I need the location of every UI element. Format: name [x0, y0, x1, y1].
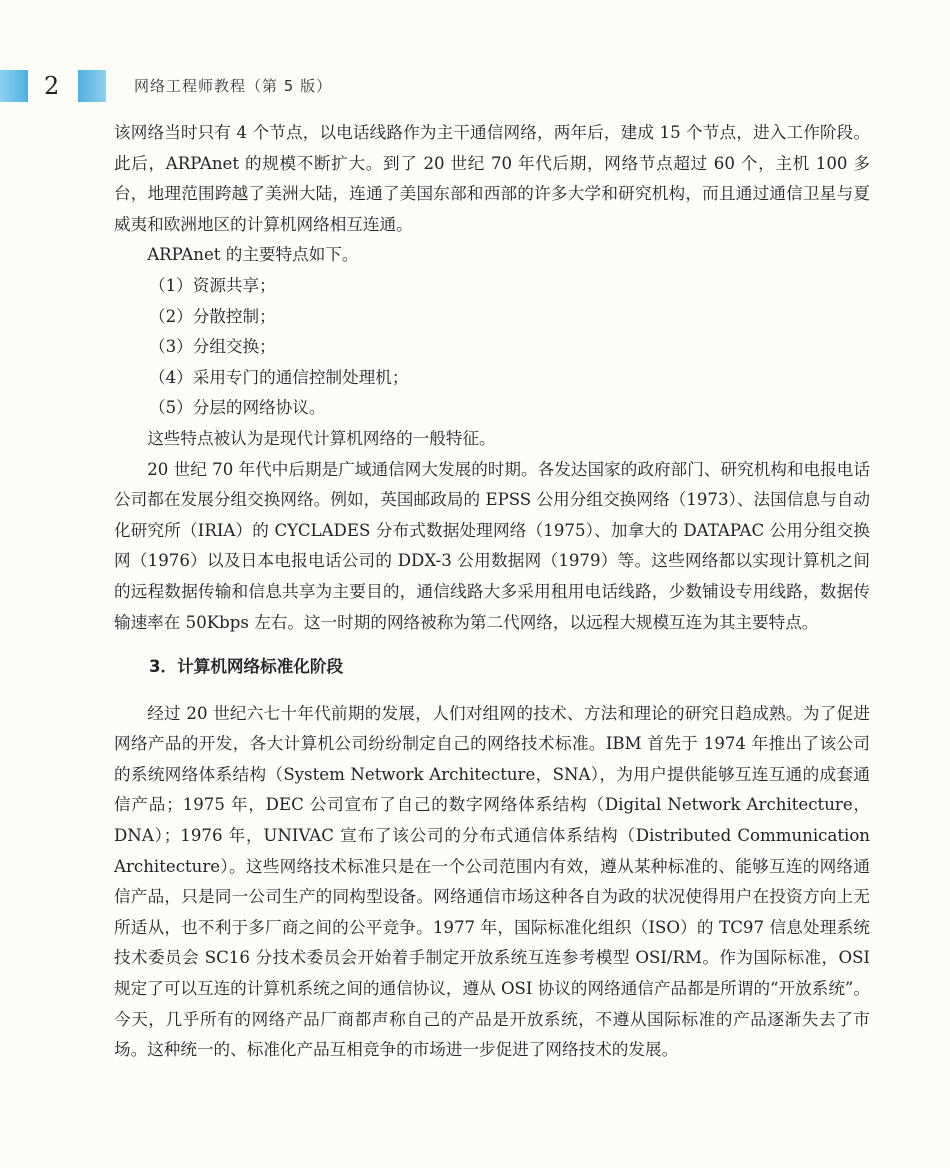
header-tab-right	[78, 70, 106, 102]
header-tab-left	[0, 70, 28, 102]
paragraph-standardization: 经过 20 世纪六七十年代前期的发展，人们对组网的技术、方法和理论的研究日趋成熟。为了促进网络产品的开发，各大计算机公司纷纷制定自己的网络技术标准。IBM 首先于 1974 年推出了该公司的系统网络体系结构（System Network Architecture，SNA），为用户提供能够互连互通的成套通信产品；1975 年，DEC 公司宣布了自己的数字网络体系结构（Digital Network Architecture，DNA）；1976 年，UNIVAC 宣布了该公司的分布式通信体系结构（Distributed Communication Architecture）。这些网络技术标准只是在一个公司范围内有效，遵从某种标准的、能够互连的网络通信产品，只是同一公司生产的同构型设备。网络通信市场这种各自为政的状况使得用户在投资方向上无所适从，也不利于多厂商之间的公平竞争。1977 年，国际标准化组织（ISO）的 TC97 信息处理系统技术委员会 SC16 分技术委员会开始着手制定开放系统互连参考模型 OSI/RM。作为国际标准，OSI 规定了可以互连的计算机系统之间的通信协议，遵从 OSI 协议的网络通信产品都是所谓的“开放系统”。今天，几乎所有的网络产品厂商都声称自己的产品是开放系统，不遵从国际标准的产品逐渐失去了市场。这种统一的、标准化产品互相竞争的市场进一步促进了网络技术的发展。	[114, 703, 870, 1060]
page-body	[114, 118, 870, 1066]
paragraph-second-generation: 20 世纪 70 年代中后期是广域通信网大发展的时期。各发达国家的政府部门、研究机构和电报电话公司都在发展分组交换网络。例如，英国邮政局的 EPSS 公用分组交换网络（1973）、法国信息与自动化研究所（IRIA）的 CYCLADES 分布式数据处理网络（1975）、加拿大的 DATAPAC 公用分组交换网（1976）以及日本电报电话公司的 DDX-3 公用数据网（1979）等。这些网络都以实现计算机之间的远程数据传输和信息共享为主要目的，通信线路大多采用租用电话线路，少数铺设专用线路，数据传输速率在 50Kbps 左右。这一时期的网络被称为第二代网络，以远程大规模互连为其主要特点。	[114, 459, 870, 632]
page-header	[0, 68, 950, 108]
paragraph-arpanet-history: 该网络当时只有 4 个节点，以电话线路作为主干通信网络，两年后，建成 15 个节点，进入工作阶段。此后，ARPAnet 的规模不断扩大。到了 20 世纪 70 年代后期，网络节点超过 60 个，主机 100 多台，地理范围跨越了美洲大陆，连通了美国东部和西部的许多大学和研究机构，而且通过通信卫星与夏威夷和欧洲地区的计算机网络相互连通。	[114, 123, 870, 234]
list-item: （4）采用专门的通信控制处理机；	[149, 367, 409, 387]
list-item: （5）分层的网络协议。	[149, 398, 326, 418]
list-item: （1）资源共享；	[149, 275, 276, 295]
paragraph-features-summary: 这些特点被认为是现代计算机网络的一般特征。	[147, 428, 496, 448]
book-title: 网络工程师教程（第 5 版）	[134, 77, 333, 95]
section-heading: 3．计算机网络标准化阶段	[149, 657, 344, 677]
page-number: 2	[44, 72, 60, 100]
list-item: （3）分组交换；	[149, 337, 276, 357]
list-item: （2）分散控制；	[149, 306, 276, 326]
paragraph-arpanet-features-intro: ARPAnet 的主要特点如下。	[147, 245, 359, 265]
